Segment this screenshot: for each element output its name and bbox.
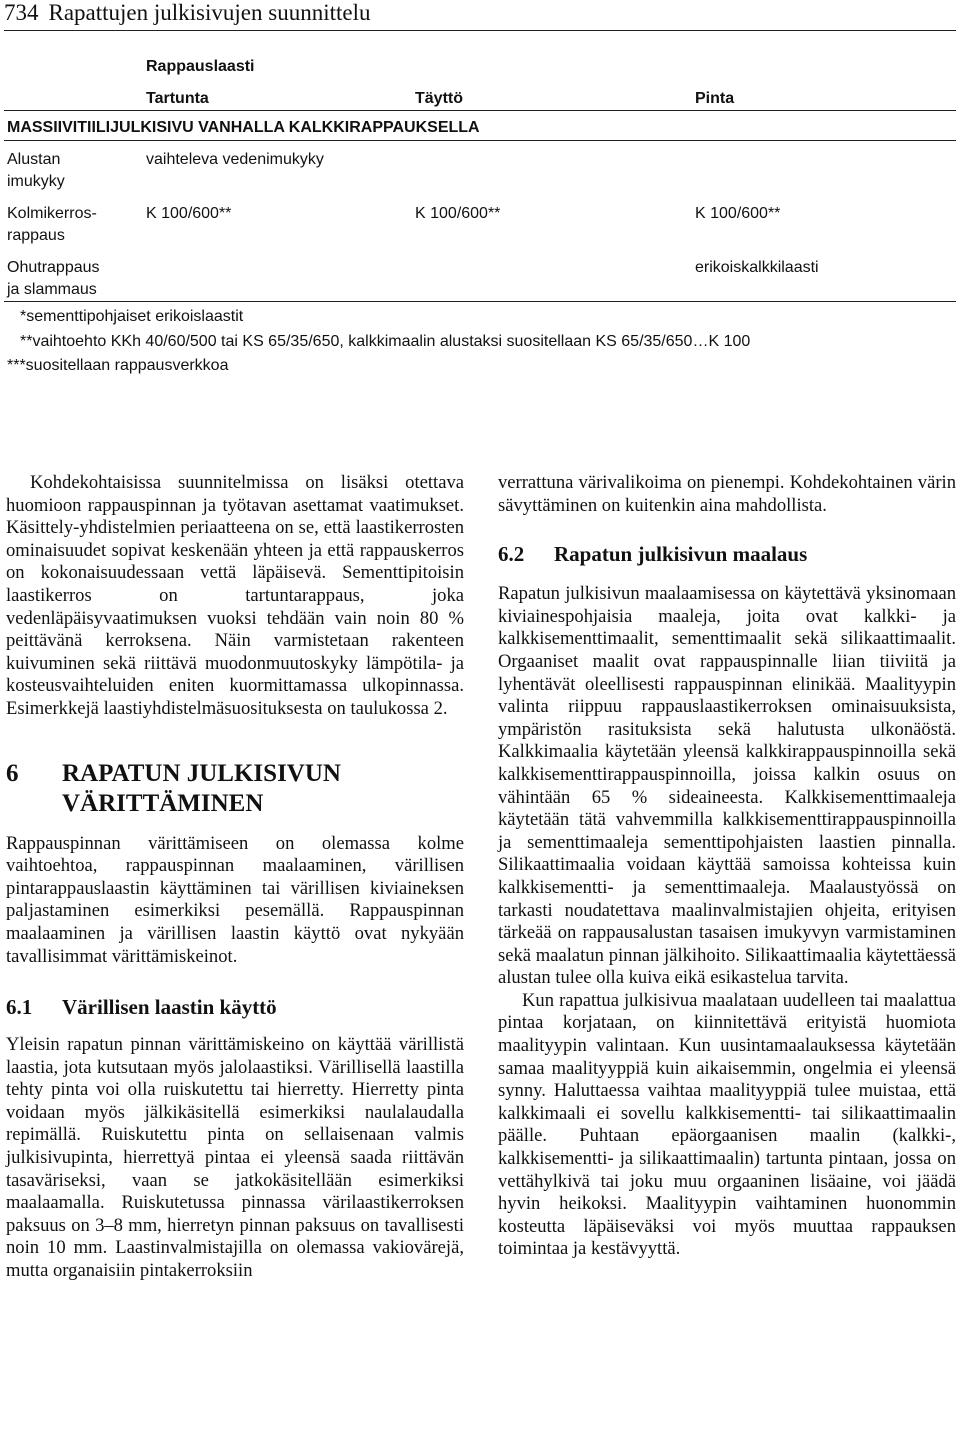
table-section-title: MASSIIVITIILIJULKISIVU VANHALLA KALKKIRAPPAUKSELLA xyxy=(7,119,480,136)
page-number: 734 xyxy=(4,0,39,25)
section-heading-6-1 xyxy=(6,994,464,1020)
section-title: Värillisen laastin käyttö xyxy=(62,995,277,1020)
running-header xyxy=(4,0,956,31)
table-footnote: **vaihtoehto KKh 40/60/500 tai KS 65/35/650, kalkkimaalin alustaksi suositellaan KS 65/35/650…K 100 xyxy=(20,333,751,350)
table-title: Rappauslaasti xyxy=(146,58,255,75)
row-label: imukyky xyxy=(7,173,65,190)
column-header-pinta: Pinta xyxy=(695,90,735,107)
paragraph: Rappauspinnan värittämiseen on olemassa kolme vaihtoehtoa, rappauspinnan maalaaminen, värillisen pintarappauslaastin käyttäminen tai värillisen kiviaineksen paljastaminen esimerkiksi pesemällä. Rappauspinnan maalaaminen ja värillisen laastin käyttö ovat nykyään tavallisimmat värittämiskeinot. xyxy=(6,832,464,967)
left-column xyxy=(6,472,464,1283)
section-title: RAPATUN JULKISIVUN xyxy=(62,759,341,787)
paragraph: verrattuna värivalikoima on pienempi. Kohdekohtainen värin sävyttäminen on kuitenkin aina mahdollista. xyxy=(498,472,956,516)
table-rule xyxy=(4,110,956,111)
table-rule xyxy=(4,301,956,302)
section-heading-6-2 xyxy=(498,541,956,567)
table-cell: K 100/600** xyxy=(146,205,232,222)
table-footnote: *sementtipohjaiset erikoislaastit xyxy=(20,308,244,325)
section-heading-6 xyxy=(6,759,464,819)
row-label: Kolmikerros- xyxy=(7,205,97,222)
table-footnote: ***suositellaan rappausverkkoa xyxy=(7,357,229,374)
table-cell: vaihteleva vedenimukyky xyxy=(146,151,324,168)
section-number: 6.2 xyxy=(498,542,525,567)
row-label: Ohutrappaus xyxy=(7,259,100,276)
column-header-tartunta: Tartunta xyxy=(146,90,209,107)
section-number: 6.1 xyxy=(6,995,33,1020)
paragraph: Kun rapattua julkisivua maalataan uudelleen tai maalattua pintaa korjataan, on kiinnitettävä erityistä huomiota maalityypin valintaan. Kun uusintamaalauksessa käytetään samaa maalityyppiä kuin aikaisemmin, ongelmia ei yleensä synny. Haluttaessa vaihtaa maalityyppiä tulee muistaa, että kalkkimaali ei sovellu kalkkisementti- tai silikaattimaalin päälle. Puhtaan epäorgaanisen maalin (kalkki-, kalkkisementti- ja silikaattimaalin) tartunta pintaan, jossa on vettähylkivä tai joku muu orgaaninen lisäaine, voi jäädä hyvin heikoksi. Maalityypin vaihtaminen huonommin kosteutta läpäiseväksi voi myös muuttaa rappauksen toimintaa ja kestävyyttä. xyxy=(498,989,956,1260)
paragraph: Yleisin rapatun pinnan värittämiskeino on käyttää värillistä laastia, jota kutsutaan myös jalolaastiksi. Värillisellä laastilla tehty pinta voi olla ruiskutettu tai hierretty. Hierretty pinta voidaan myös jälkikäsitellä esimerkiksi naulalaudalla repimällä. Ruiskutettu pinta on sellaisenaan valmis julkisivupinta, hierrettyä pintaa ei yleensä saada riittävän tasaväriseksi, vaan se jatkokäsitellään esimerkiksi maalaamalla. Ruiskutetussa pinnassa värilaastikerroksen paksuus on 3–8 mm, hierretyn pinnan paksuus on tavallisesti noin 10 mm. Laastinvalmistajilla on olemassa vakiovärejä, mutta organaisiin pintakerroksiin xyxy=(6,1034,464,1282)
table-cell: K 100/600** xyxy=(415,205,501,222)
paragraph: Kohdekohtaisissa suunnitelmissa on lisäksi otettava huomioon rappauspinnan ja työtavan asettamat vaatimukset. Käsittely-yhdistelmien periaatteena on se, että laastikerrosten ominaisuudet sopivat keskenään yhteen ja että rappauskerros on kokonaisuudessaan vettä läpäisevä. Sementtipitoisin laastikerros on tartuntarappaus, joka vedenläpäisyvaatimuksen vuoksi tehdään vain noin 80 % peittävänä kerroksena. Näin varmistetaan rakenteen kuivuminen sekä riittävä muodonmuutoskyky lämpötila- ja kosteusvaihteluiden eniten kuormittamassa ulkopinnassa. Esimerkkejä laastiyhdistelmäsuosituksesta on taulukossa 2. xyxy=(6,472,464,719)
table-cell: K 100/600** xyxy=(695,205,781,222)
paragraph: Rapatun julkisivun maalaamisessa on käytettävä yksinomaan kiviainespohjaisia maaleja, joita ovat kalkki- ja kalkkisementtimaalit, sementtimaalit sekä silikaattimaalit. Orgaaniset maalit ovat rappauspinnalle liian tiiviitä ja lyhentävät oleellisesti rappauspinnan elinikää. Maalityypin valinta riippuu rappauslaastikerroksen ominaisuuksista, ympäristön rasituksista sekä halutusta ulkonäöstä. Kalkkimaalia käytetään yleensä kalkkirappauspinnoilla sekä kalkkisementtirappauspinnoilla, joissa kalkin osuus on vähintään 65 % sideaineesta. Kalkkisementtimaaleja käytetään tätä vahvemmilla kalkkisementtirappauspinnoilla ja sementtimaaleja sementtipohjaisten laastien pinnalla. Silikaattimaalia voidaan käyttää samoissa kohteissa kuin kalkkisementti- ja sementtimaaleja. Maalaustyössä on tarkasti noudatettava maalinvalmistajien ohjeita, erityisen tärkeää on rappausalustan tasaisen imukyvyn varmistaminen sekä maalatun pinnan jälkihoito. Silikaattimaalia käytettäessä alustan tulee olla kuiva eikä esikastelua tarvita. xyxy=(498,583,956,989)
row-label: ja slammaus xyxy=(7,281,97,298)
table-rule xyxy=(4,140,956,141)
row-label: Alustan xyxy=(7,151,61,168)
section-title: Rapatun julkisivun maalaus xyxy=(554,542,808,567)
section-title-cont: VÄRITTÄMINEN xyxy=(62,789,264,817)
running-title: Rapattujen julkisivujen suunnittelu xyxy=(48,0,371,25)
section-number: 6 xyxy=(6,759,19,787)
table-cell: erikoiskalkkilaasti xyxy=(695,259,819,276)
row-label: rappaus xyxy=(7,227,65,244)
right-column xyxy=(498,472,956,1261)
column-header-taytto: Täyttö xyxy=(415,90,463,107)
mortar-combination-table xyxy=(0,52,960,382)
